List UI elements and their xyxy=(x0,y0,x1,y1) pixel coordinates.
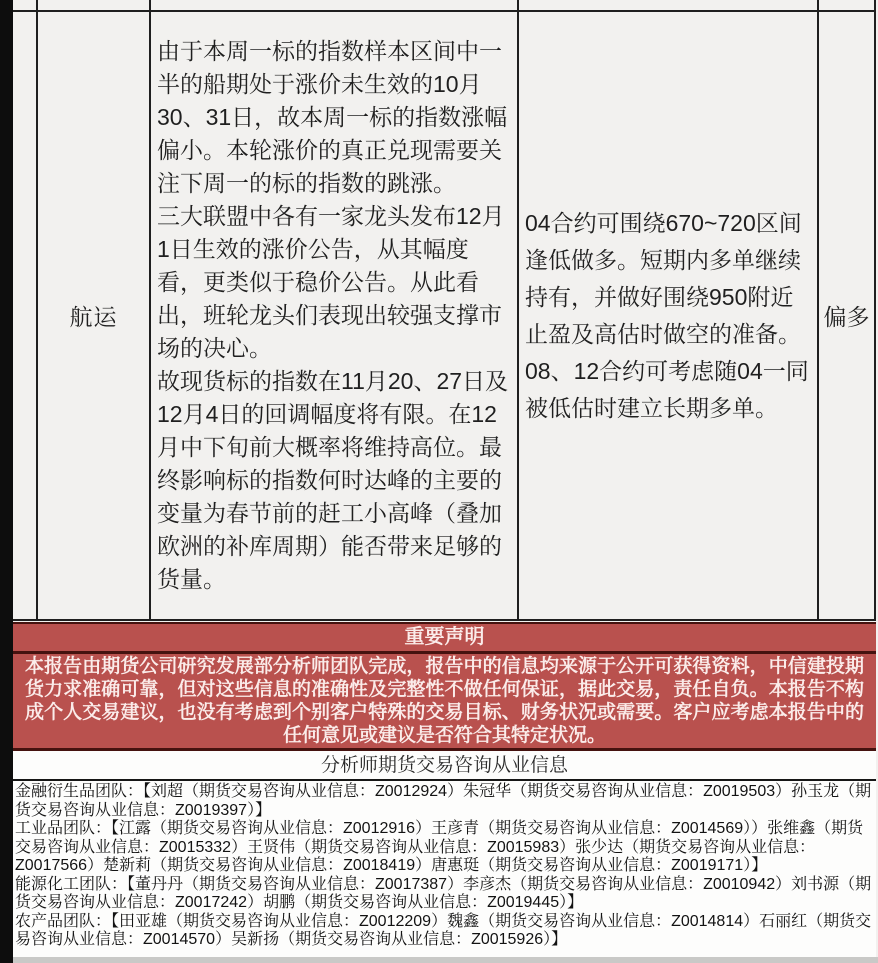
sliver-cell xyxy=(150,0,518,11)
table-row-shipping xyxy=(13,11,875,620)
analysts-section-title: 分析师期货交易咨询从业信息 xyxy=(13,751,876,781)
analysis-paragraph: 由于本周一标的指数样本区间中一半的船期处于涨价未生效的10月30、31日，故本周一标的指数涨幅偏小。本轮涨价的真正兑现需要关注下周一的标的指数的跳涨。 xyxy=(157,38,508,196)
important-disclaimer-box xyxy=(13,622,876,751)
category-cell: 航运 xyxy=(37,11,150,620)
disclaimer-body: 本报告由期货公司研究发展部分析师团队完成，报告中的信息均来源于公开可获得资料，中信建投期货力求准确可靠，但对这些信息的准确性及完整性不做任何保证，据此交易，责任自负。本报告不构成个人交易建议，也没有考虑到个别客户特殊的交易目标、财务状况或需要。客户应考虑本报告中的任何意见或建议是否符合其特定状况。 xyxy=(25,656,864,746)
team-line-industrial-products: 工业品团队：【江露（期货交易咨询从业信息：Z0012916）王彦青（期货交易咨询从业信息：Z0014569））张维鑫（期货交易咨询从业信息：Z0015332）王贤伟（期货交易咨询从业信息：Z0015983）张少达（期货交易咨询从业信息：Z0017566）楚新莉（期货交易咨询从业信息：Z0018419）唐惠珽（期货交易咨询从业信息：Z0019171）】 xyxy=(15,820,864,874)
analysis-paragraph: 故现货标的指数在11月20、27日及12月4日的回调幅度将有限。在12月中下旬前大概率将维持高位。最终影响标的指数何时达峰的主要的变量为春节前的赶工小高峰（叠加欧洲的补库周期）能否带来足够的货量。 xyxy=(157,368,509,592)
rating-cell: 偏多 xyxy=(818,11,875,620)
strategy-table xyxy=(13,0,876,621)
suggestion-cell xyxy=(518,11,818,620)
sliver-cell xyxy=(518,0,818,11)
analysts-team-list xyxy=(13,781,876,950)
sliver-cell xyxy=(818,0,875,11)
empty-left-cell xyxy=(13,11,37,620)
team-line-agricultural-products: 农产品团队：【田亚雄（期货交易咨询从业信息：Z0012209）魏鑫（期货交易咨询从业信息：Z0014814）石丽红（期货交易咨询从业信息：Z0014570）吴新扬（期货交易咨询从业信息：Z0015926）】 xyxy=(15,912,872,948)
analysis-paragraph: 三大联盟中各有一家龙头发布12月1日生效的涨价公告，从其幅度看，更类似于稳价公告。从此看出，班轮龙头们表现出较强支撑市场的决心。 xyxy=(157,203,505,361)
page-bottom-strip xyxy=(13,957,878,963)
previous-row-sliver xyxy=(13,0,875,11)
analysts-section xyxy=(13,751,876,957)
team-line-energy-chemicals: 能源化工团队：【董丹丹（期货交易咨询从业信息：Z0017387）李彦杰（期货交易咨询从业信息：Z0010942）刘书源（期货交易咨询从业信息：Z0017242）胡鹏（期货交易咨询从业信息：Z0019445）】 xyxy=(15,875,872,911)
sliver-cell xyxy=(37,0,150,11)
page-left-black-margin xyxy=(0,0,13,963)
suggestion-paragraph: 04合约可围绕670~720区间逢低做多。短期内多单继续持有，并做好围绕950附近止盈及高估时做空的准备。08、12合约可考虑随04一同被低估时建立长期多单。 xyxy=(525,209,809,421)
sliver-cell xyxy=(13,0,37,11)
team-line-financial-derivatives: 金融衍生品团队：【刘超（期货交易咨询从业信息：Z0012924）朱冠华（期货交易咨询从业信息：Z0019503）孙玉龙（期货交易咨询从业信息：Z0019397）】 xyxy=(15,783,872,819)
analysis-cell xyxy=(150,11,518,620)
disclaimer-title: 重要声明 xyxy=(13,624,876,654)
